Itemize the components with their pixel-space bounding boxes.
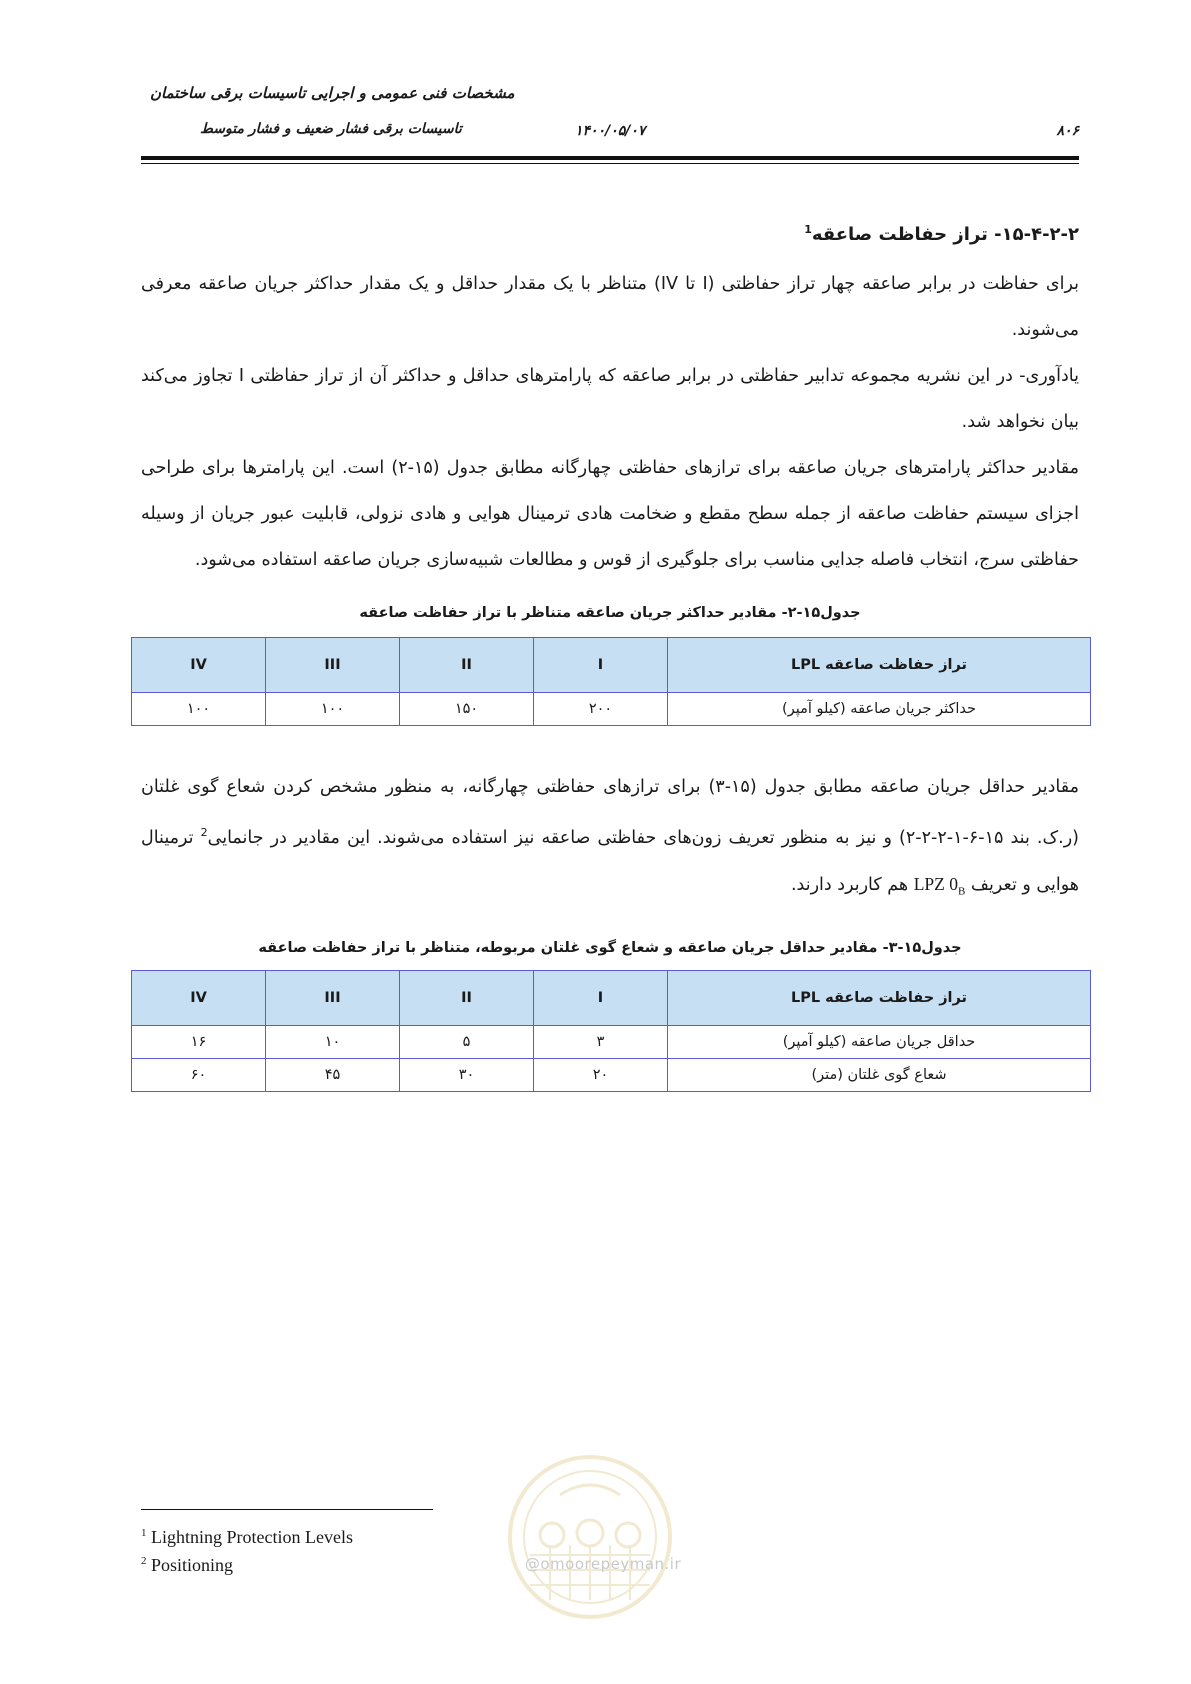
table-header-cell: IV bbox=[132, 638, 266, 693]
table-row bbox=[132, 1026, 1091, 1059]
table-header-row bbox=[132, 638, 1091, 693]
lpz-term bbox=[913, 873, 966, 898]
table-header-cell: I bbox=[534, 638, 668, 693]
table-cell: ۳۰ bbox=[400, 1059, 534, 1092]
paragraph-4-part1: مقادیر حداقل جریان صاعقه مطابق جدول (۱۵-۳) برای ترازهای حفاظتی چهارگانه، به منظور مشخص کردن شعاع گوی غلتان (ر.ک. بند ۱۵-۶-۱-۲-۲-۲) و نیز به منظور تعریف زون‌های حفاظتی صاعقه نیز استفاده می‌شوند. این مقادیر در جانمایی bbox=[141, 777, 1079, 848]
table-row bbox=[132, 1059, 1091, 1092]
footnote-text: Lightning Protection Levels bbox=[151, 1527, 353, 1547]
table-cell: ۱۰۰ bbox=[132, 693, 266, 726]
table1-caption: جدول۱۵-۲- مقادیر حداکثر جریان صاعقه متناظر با تراز حفاظت صاعقه bbox=[359, 605, 861, 621]
footnote-num: 2 bbox=[141, 1555, 147, 1567]
section-title bbox=[141, 210, 1079, 255]
table-cell: ۱۵۰ bbox=[400, 693, 534, 726]
table-min-current bbox=[131, 970, 1091, 1092]
table-header-cell: تراز حفاظت صاعقه LPL bbox=[668, 638, 1091, 693]
table2-caption: جدول۱۵-۳- مقادیر حداقل جریان صاعقه و شعاع گوی غلتان مربوطه، متناظر با تراز حفاظت صاعقه bbox=[258, 940, 962, 957]
table-header-row bbox=[132, 971, 1091, 1026]
table-cell: ۲۰۰ bbox=[534, 693, 668, 726]
table-cell: شعاع گوی غلتان (متر) bbox=[668, 1059, 1091, 1092]
footnote-ref-2: 2 bbox=[200, 826, 208, 839]
seal-logo-icon bbox=[490, 1445, 690, 1645]
table-header-cell: تراز حفاظت صاعقه LPL bbox=[668, 971, 1091, 1026]
table-max-current bbox=[131, 637, 1091, 726]
table-header-cell: IV bbox=[132, 971, 266, 1026]
footnotes bbox=[141, 1521, 353, 1577]
footnote-ref-1: 1 bbox=[804, 223, 812, 236]
table-cell: ۲۰ bbox=[534, 1059, 668, 1092]
table-cell: ۱۰۰ bbox=[266, 693, 400, 726]
header-book-title: مشخصات فنی عمومی و اجرایی تاسیسات برقی ساختمان bbox=[150, 84, 515, 102]
footnote-num: 1 bbox=[141, 1527, 147, 1539]
table-row bbox=[132, 693, 1091, 726]
page-number: ۸۰۶ bbox=[1056, 123, 1079, 139]
footnote-2 bbox=[141, 1549, 353, 1577]
section-title-text: ۱۵-۴-۲-۲- تراز حفاظت صاعقه bbox=[811, 224, 1079, 245]
footnote-1 bbox=[141, 1521, 353, 1549]
table-cell: ۳ bbox=[534, 1026, 668, 1059]
table-cell: ۱۰ bbox=[266, 1026, 400, 1059]
table-cell: حداکثر جریان صاعقه (کیلو آمپر) bbox=[668, 693, 1091, 726]
paragraph-4-part3: هم کاربرد دارند. bbox=[790, 874, 914, 895]
paragraph-4 bbox=[141, 764, 1079, 914]
page-content bbox=[141, 210, 1079, 1092]
table-cell: ۶۰ bbox=[132, 1059, 266, 1092]
table-cell: ۵ bbox=[400, 1026, 534, 1059]
lpz-subscript: B bbox=[957, 885, 966, 898]
table-header-cell: II bbox=[400, 971, 534, 1026]
footnote-text: Positioning bbox=[151, 1555, 234, 1575]
footnote-rule bbox=[141, 1509, 433, 1510]
header-rule-thin bbox=[141, 163, 1079, 164]
paragraph-3: مقادیر حداکثر پارامترهای جریان صاعقه برای ترازهای حفاظتی چهارگانه مطابق جدول (۱۵-۲) است. این پارامترها برای طراحی اجزای سیستم حفاظت صاعقه از جمله سطح مقطع و ضخامت هادی ترمینال هوایی و هادی نزولی، قابلیت عبور جریان از وسیله حفاظتی سرج، انتخاب فاصله جدایی مناسب برای جلوگیری از قوس و مطالعات شبیه‌سازی جریان صاعقه استفاده می‌شود. bbox=[141, 458, 1079, 570]
lpz-label: LPZ 0 bbox=[913, 873, 958, 894]
header-rule-thick bbox=[141, 156, 1079, 160]
table-cell: حداقل جریان صاعقه (کیلو آمپر) bbox=[668, 1026, 1091, 1059]
header-date: ۱۴۰۰/۰۵/۰۷ bbox=[575, 123, 646, 139]
table-header-cell: III bbox=[266, 971, 400, 1026]
table-cell: ۴۵ bbox=[266, 1059, 400, 1092]
table-cell: ۱۶ bbox=[132, 1026, 266, 1059]
paragraph-4-part2: ترمینال هوایی و تعریف bbox=[141, 827, 1079, 895]
watermark-text: @omoorepeyman.ir bbox=[524, 1555, 682, 1573]
paragraph-2: یادآوری- در این نشریه مجموعه تدابیر حفاظتی در برابر صاعقه که پارامترهای حداقل و حداکثر آن از تراز حفاظتی I تجاوز می‌کند بیان نخواهد شد. bbox=[141, 366, 1079, 432]
table-header-cell: I bbox=[534, 971, 668, 1026]
paragraph-1: برای حفاظت در برابر صاعقه چهار تراز حفاظتی (I تا IV) متناظر با یک مقدار حداقل و یک مقدار حداکثر جریان صاعقه معرفی می‌شوند. bbox=[141, 274, 1079, 340]
table-header-cell: III bbox=[266, 638, 400, 693]
table-header-cell: II bbox=[400, 638, 534, 693]
header-subtitle: تاسیسات برقی فشار ضعیف و فشار متوسط bbox=[200, 121, 462, 137]
